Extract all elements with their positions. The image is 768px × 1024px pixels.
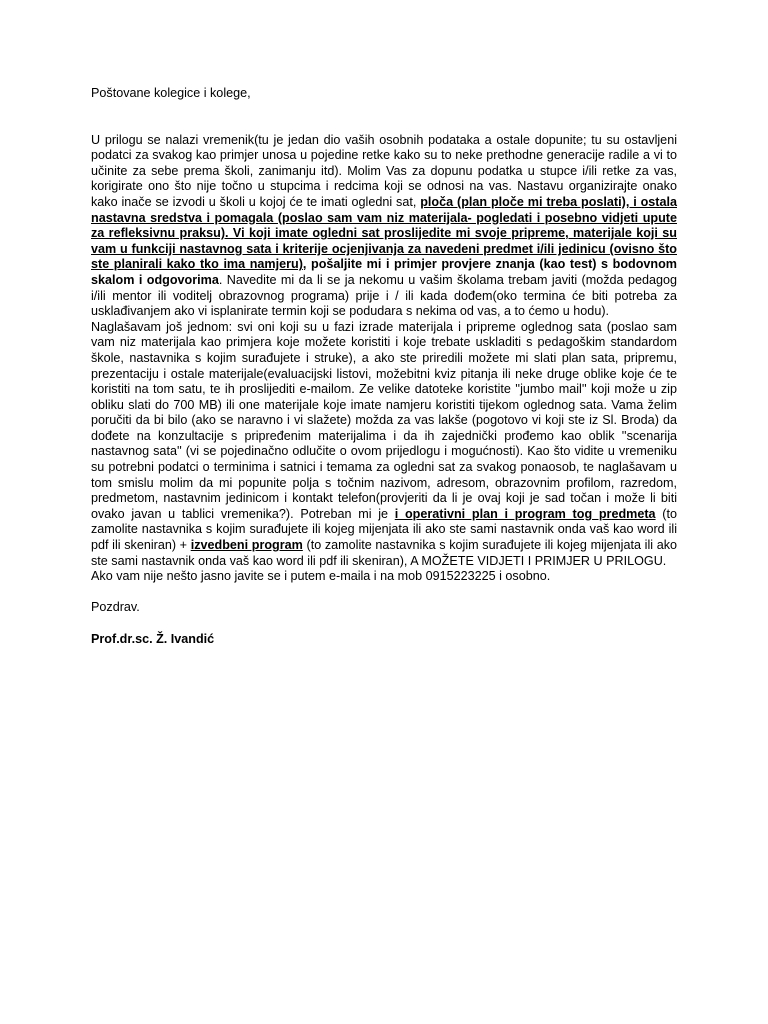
contact-line: Ako vam nije nešto jasno javite se i putem e-maila i na mob 0915223225 i osobno. — [91, 569, 551, 584]
operational-plan-underlined: i operativni plan i program tog predmeta — [394, 506, 656, 521]
paragraph-intro — [91, 133, 677, 320]
signature: Prof.dr.sc. Ž. Ivandić — [91, 631, 215, 646]
closing: Pozdrav. — [91, 600, 140, 615]
intro-bold-test-request: , pošaljite mi i primjer provjere znanja (kao test) s bodovnom skalom i odgovorima — [91, 257, 678, 287]
letter-page — [91, 86, 677, 647]
emphasis-text-mid: (to zamolite nastavnika s kojim surađujete ili kojeg mijenjata ili ako ste sami nastavnik onda vaš kao word ili pdf ili skeniran) + — [91, 506, 677, 553]
paragraph-emphasis — [91, 320, 677, 570]
intro-text-end: . Navedite mi da li se ja nekomu u vašim školama trebam javiti (možda pedagog i/ili mentor ili voditelj obrazovnog programa) prije i / ili kada dođem(oko termina će biti potreba za usklađivanjem ako vi isplanirate termin koji se podudara s nekima od vas, a to ćemo u hodu). — [91, 272, 678, 319]
emphasis-text-end: (to zamolite nastavnika s kojim surađujete ili kojeg mijenjata ili ako ste sami nastavnik onda vaš kao word ili pdf ili skeniran), A MOŽETE VIDJETI I PRIMJER U PRILOGU. — [91, 538, 678, 568]
intro-text: U prilogu se nalazi vremenik(tu je jedan dio vaših osobnih podataka a ostale dopunite; tu su ostavljeni podatci za svakog kao primjer unosa u pojedine retke kako su to neke prethodne generacije radile a vi to učinite za sebe prema školi, zanimanju itd). Molim Vas za dopunu podatka u stupce i/ili retke za vas, korigirate ono što nije točno u stupcima i redcima koji se odnosi na vas. Nastavu organizirajte onako kako inače se izvodi u školi u kojoj će te imati ogledni sat, — [91, 132, 677, 209]
emphasis-text: Naglašavam još jednom: svi oni koji su u fazi izrade materijala i pripreme oglednog sata (poslao sam vam niz materijala kao primjera koje možete koristiti i koje trebate uskladiti s pedagoškim standardom škole, nastavnika s kojim surađujete i struke), a ako ste priredili možete mi slati plan sata, pripremu, prezentaciju i ostale materijale(evaluacijski listovi, možebitni kviz pitanja ili neke druge oblike koje će te koristiti na tom satu, te ih proslijediti e-mailom. Ze velike datoteke koristite ''jumbo mail'' koji može u zip obliku slati do 700 MB) ili one materijale koje imate namjeru koristiti tijekom oglednog sata. Vama želim poručiti da bi bilo (ako se naravno i vi slažete) možda za vas lakše (pogotovo vi koji ste iz Sl. Broda) da dođete na konzultacije s pripređenim materijalima i da ih zajednički prođemo kao oblik ''scenarija nastavnog sata'' (vi se pojedinačno odlučite o ovom prijedlogu i mogućnosti). Kao što vidite u vremeniku su potrebni podatci o terminima i satnici i temama za ogledni sat za svakog ponaosob, te naglašavam u tom smislu molim da mi popunite polja s točnim nazivom, adresom, obrazovnim profilom, razredom, predmetom, nastavnim jedinicom i kontakt telefon(provjeriti da li je ovaj koji je sad točan i može li biti ovako javan u tablici vremenika?). Potreban mi je — [91, 319, 677, 521]
intro-underlined-requirements: ploča (plan ploče mi treba poslati), i ostala nastavna sredstva i pomagala (poslao sam vam niz materijala- pogledati i posebno vidjeti upute za refleksivnu praksu). Vi koji imate ogledni sat proslijedite mi svoje pripreme, materijale koji su vam u funkciji nastavnog sata i kriterije ocjenjivanja za navedeni predmet i/ili jedinicu (ovisno što ste planirali kako tko ima namjeru) — [91, 194, 677, 272]
implementation-program-underlined: izvedbeni program — [190, 538, 303, 553]
spacer — [91, 616, 677, 632]
spacer — [91, 585, 677, 601]
salutation: Poštovane kolegice i kolege, — [91, 86, 251, 100]
